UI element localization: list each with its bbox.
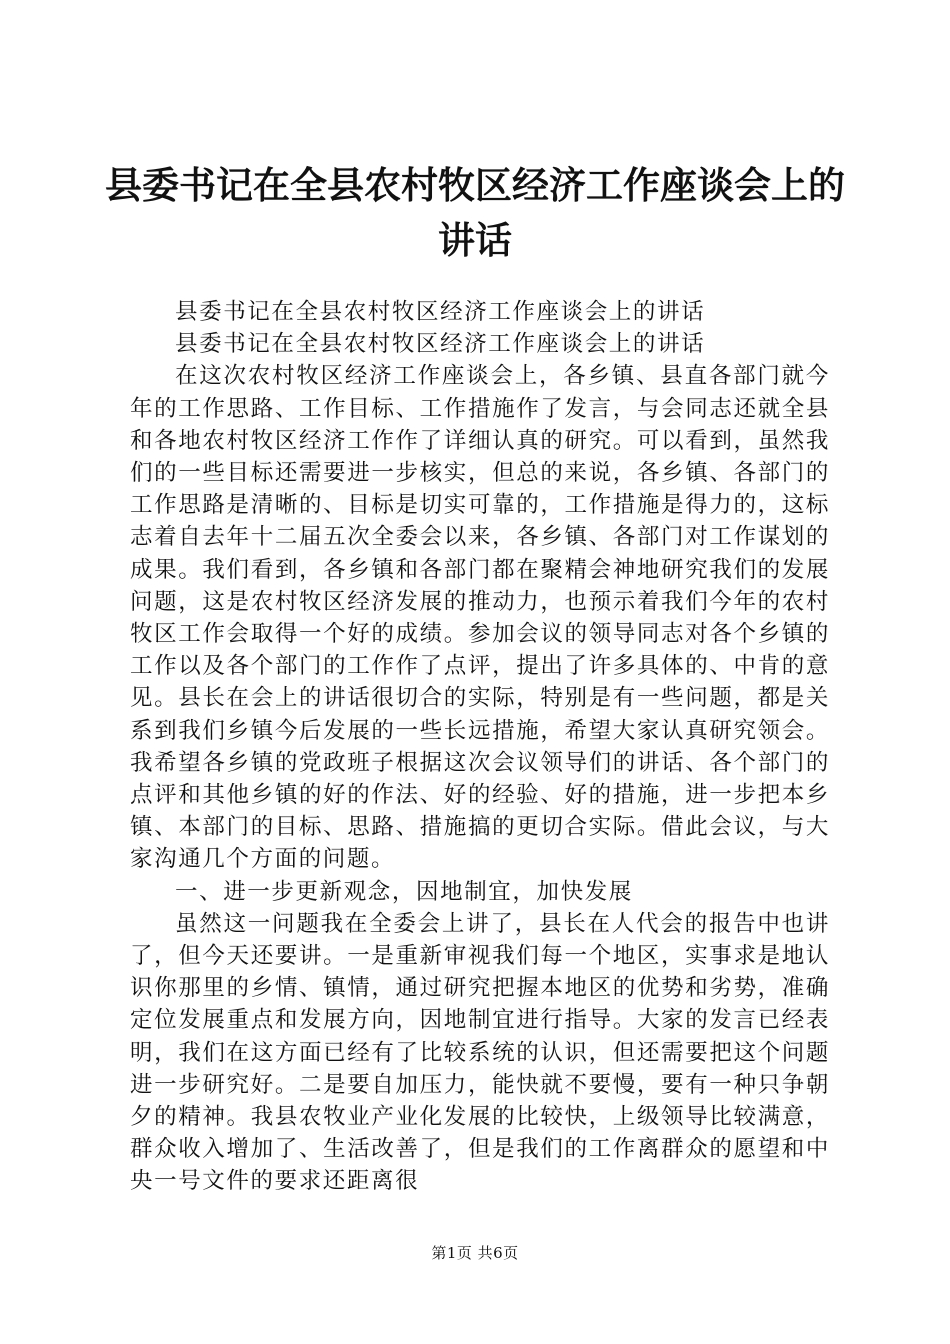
page-footer: 第1页 共6页 bbox=[431, 1244, 519, 1262]
paragraph-subtitle: 县委书记在全县农村牧区经济工作座谈会上的讲话 bbox=[175, 299, 706, 325]
document-body bbox=[130, 296, 830, 1198]
paragraph-subtitle-repeat: 县委书记在全县农村牧区经济工作座谈会上的讲话 bbox=[175, 331, 706, 358]
page-title-line-2: 讲话 bbox=[438, 218, 512, 262]
section-heading-1: 一、进一步更新观念，因地制宜，加快发展 bbox=[175, 878, 633, 905]
page-title-line-1: 县委书记在全县农村牧区经济工作座谈会上的 bbox=[105, 163, 845, 207]
paragraph-intro: 在这次农村牧区经济工作座谈会上，各乡镇、县直各部门就今年的工作思路、工作目标、工作措施作了发言，与会同志还就全县和各地农村牧区经济工作作了详细认真的研究。可以看到，虽然我们的一些目标还需要进一步核实，但总的来说，各乡镇、各部门的工作思路是清晰的、目标是切实可靠的，工作措施是得力的，这标志着自去年十二届五次全委会以来，各乡镇、各部门对工作谋划的成果。我们看到，各乡镇和各部门都在聚精会神地研究我们的发展问题，这是农村牧区经济发展的推动力，也预示着我们今年的农村牧区工作会取得一个好的成绩。参加会议的领导同志对各个乡镇的工作以及各个部门的工作作了点评，提出了许多具体的、中肯的意见。县长在会上的讲话很切合的实际，特别是有一些问题，都是关系到我们乡镇今后发展的一些长远措施，希望大家认真研究领会。我希望各乡镇的党政班子根据这次会议领导们的讲话、各个部门的点评和其他乡镇的好的作法、好的经验、好的措施，进一步把本乡镇、本部门的目标、思路、措施搞的更切合实际。借此会议，与大家沟通几个方面的问题。 bbox=[130, 363, 830, 873]
paragraph-section-1: 虽然这一问题我在全委会上讲了，县长在人代会的报告中也讲了，但今天还要讲。一是重新审视我们每一个地区，实事求是地认识你那里的乡情、镇情，通过研究把握本地区的优势和劣势，准确定位发展重点和发展方向，因地制宜进行指导。大家的发言已经表明，我们在这方面已经有了比较系统的认识，但还需要把这个问题进一步研究好。二是要自加压力，能快就不要慢，要有一种只争朝夕的精神。我县农牧业产业化发展的比较快，上级领导比较满意，群众收入增加了、生活改善了，但是我们的工作离群众的愿望和中央一号文件的要求还距离很 bbox=[130, 910, 830, 1195]
